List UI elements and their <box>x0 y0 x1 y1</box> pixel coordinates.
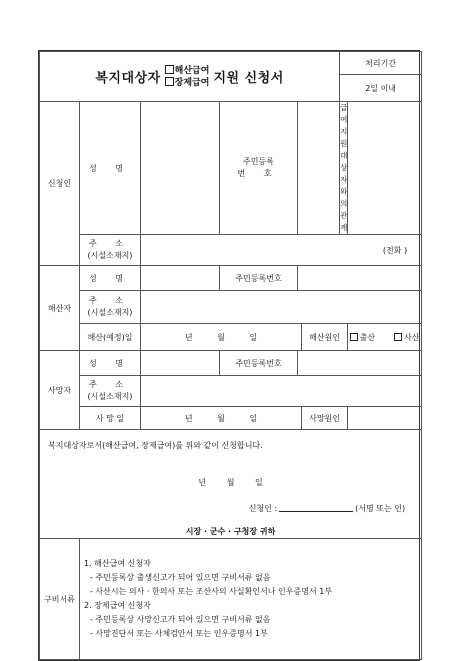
applicant-address-label: 주 소 (시설소재지) <box>80 235 141 266</box>
birth-name-label: 성 명 <box>80 266 141 291</box>
birth-rrn-label: 주민등록번호 <box>220 266 298 291</box>
death-address-field[interactable] <box>141 376 422 407</box>
birth-address-label: 주 소 (시설소재지) <box>80 291 141 324</box>
applicant-address-field[interactable] <box>141 235 422 266</box>
signer-label: 신청인 : <box>248 504 278 513</box>
applicant-name-label: 성 명 <box>80 102 141 235</box>
type-checkbox-funeral[interactable] <box>165 77 174 86</box>
documents-item: - 주민등록상 사망신고가 되어 있으면 구비서류 없음 <box>90 615 271 624</box>
death-name-label: 성 명 <box>80 351 141 376</box>
applicant-phone-label: (전화 ) <box>382 245 408 255</box>
documents-item: - 사산시는 의사 · 한의사 또는 조산사의 사실확인서나 인우증명서 1부 <box>90 587 333 596</box>
addressee: 시장 · 군수 · 구청장 귀하 <box>185 527 276 536</box>
applicant-rrn-field[interactable] <box>298 102 340 235</box>
reason-option-stillbirth[interactable]: 사산 <box>394 333 419 342</box>
birth-address-field[interactable] <box>141 291 422 324</box>
birth-rrn-field[interactable] <box>298 266 422 291</box>
signer-suffix: (서명 또는 인) <box>355 504 406 513</box>
title-suffix: 지원 신청서 <box>213 71 284 86</box>
applicant-relation-field[interactable] <box>348 102 422 235</box>
processing-period-value: 2일 이내 <box>340 75 422 102</box>
title-type-options <box>165 65 210 89</box>
birth-date-label: 해산(예정)일 <box>80 324 141 351</box>
section-birth: 해산자 <box>40 266 80 351</box>
applicant-name-field[interactable] <box>141 102 220 235</box>
documents-item: - 주민등록상 출생신고가 되어 있으면 구비서류 없음 <box>90 573 271 582</box>
birth-reason-options <box>348 324 422 351</box>
death-address-label: 주 소 (시설소재지) <box>80 376 141 407</box>
death-date-field[interactable]: 년 월 일 <box>141 407 302 430</box>
declaration-date[interactable]: 년 월 일 <box>198 478 263 487</box>
declaration-text: 복지대상자로서(해산급여, 장제급여)를 위와 같이 신청합니다. <box>48 441 263 450</box>
title-text: 복지대상자 <box>95 71 161 86</box>
reason-option-birth[interactable]: 출산 <box>350 333 375 342</box>
birth-name-field[interactable] <box>141 266 220 291</box>
type-checkbox-birth[interactable] <box>165 65 174 74</box>
death-reason-field[interactable] <box>348 407 422 430</box>
documents-list <box>80 539 422 660</box>
declaration-block <box>40 430 422 539</box>
signer-row <box>249 503 405 514</box>
form-title <box>40 52 340 102</box>
birth-reason-label: 해산원인 <box>302 324 348 351</box>
death-name-field[interactable] <box>141 351 220 376</box>
signature-line[interactable] <box>279 511 353 512</box>
death-reason-label: 사망원인 <box>302 407 348 430</box>
processing-period-label: 처리기간 <box>340 52 422 75</box>
type-label-birth: 해산급여 <box>174 65 210 76</box>
applicant-rrn-label: 주민등록 번 호 <box>220 102 298 235</box>
section-documents: 구비서류 <box>40 539 80 660</box>
documents-group-funeral-title: 2. 장제급여 신청자 <box>84 601 151 610</box>
type-label-funeral: 장제급여 <box>174 77 210 88</box>
section-applicant: 신청인 <box>40 102 80 266</box>
documents-item: - 사망진단서 또는 사체검안서 또는 인우증명서 1부 <box>90 629 268 638</box>
documents-group-birth-title: 1. 해산급여 신청자 <box>84 559 151 568</box>
application-form <box>38 50 420 661</box>
section-death: 사망자 <box>40 351 80 430</box>
birth-date-field[interactable]: 년 월 일 <box>141 324 302 351</box>
applicant-relation-label: 급여지원 대상자와의 관 계 <box>340 102 348 235</box>
death-rrn-label: 주민등록번호 <box>220 351 298 376</box>
death-date-label: 사 망 일 <box>80 407 141 430</box>
form-table <box>39 51 422 660</box>
death-rrn-field[interactable] <box>298 351 422 376</box>
